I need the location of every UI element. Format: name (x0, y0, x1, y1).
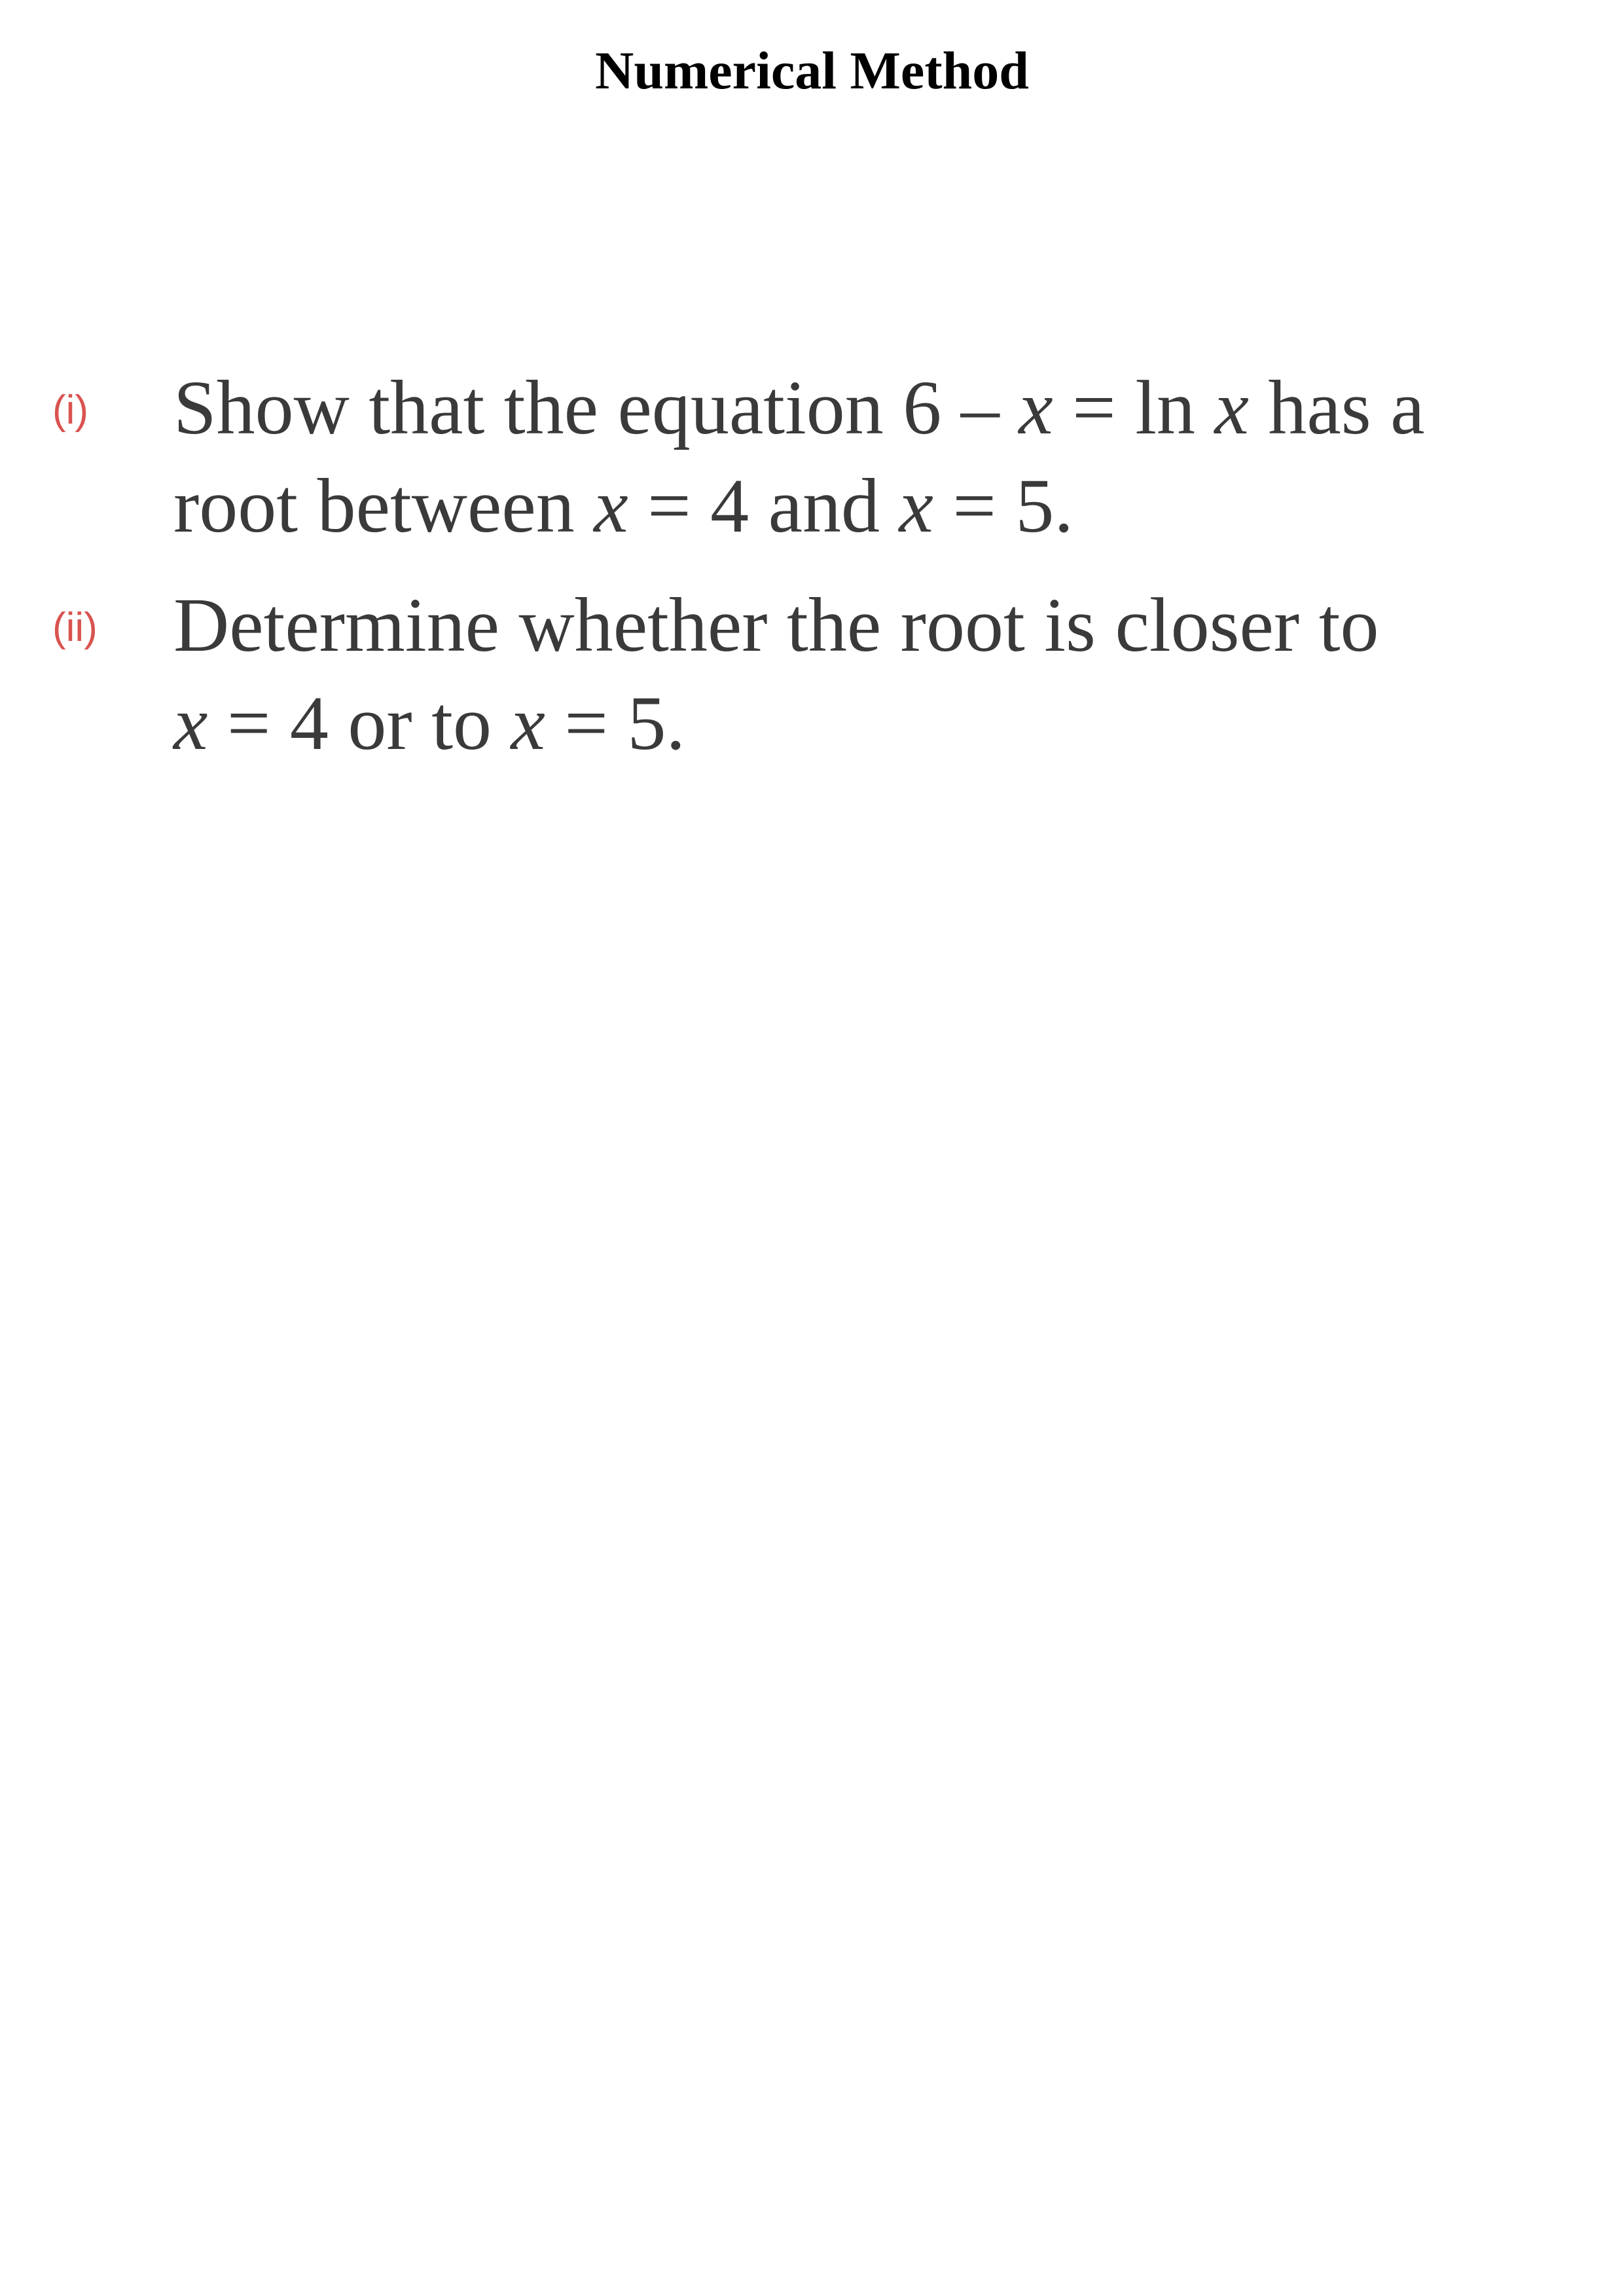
variable-x: x (511, 680, 545, 766)
question-number: (i) (52, 388, 89, 433)
variable-x: x (594, 463, 628, 549)
page-title: Numerical Method (595, 41, 1029, 100)
text-segment: = 4 and (628, 463, 899, 549)
variable-x: x (173, 680, 208, 766)
text-segment: = 5. (933, 463, 1074, 549)
question-text (173, 576, 1578, 773)
question-ii (52, 576, 1578, 773)
question-line (173, 457, 1578, 555)
text-segment: = 4 or to (208, 680, 511, 766)
question-line (173, 674, 1578, 773)
variable-x: x (899, 463, 933, 549)
text-segment: = ln (1053, 365, 1195, 450)
variable-x: x (1214, 365, 1249, 450)
question-text (173, 359, 1578, 555)
question-line: Determine whether the root is closer to (173, 582, 1379, 668)
text-segment: has a (1248, 365, 1425, 450)
variable-x: x (1019, 365, 1053, 450)
text-segment: Show that the equation 6 – (173, 365, 1019, 450)
question-number: (ii) (52, 605, 98, 650)
question-line (173, 359, 1578, 457)
text-segment: root between (173, 463, 594, 549)
question-i (52, 359, 1578, 555)
text-segment: = 5. (545, 680, 685, 766)
